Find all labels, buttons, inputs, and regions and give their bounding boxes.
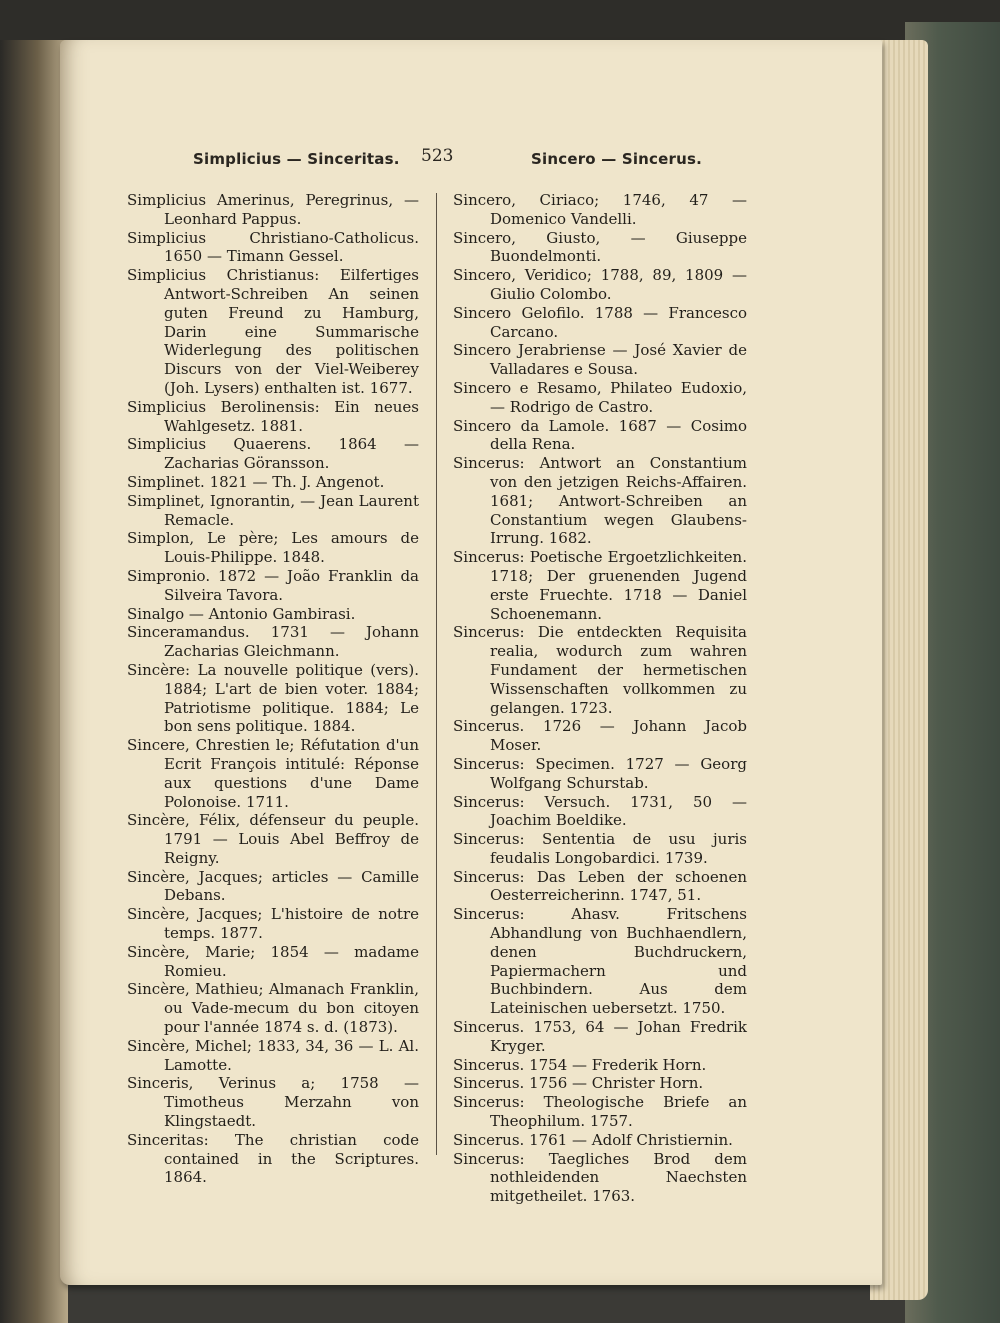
entry: Simplicius Amerinus, Peregrinus, — Leonhard Pappus. bbox=[127, 191, 419, 228]
entry: Sinceris, Verinus a; 1758 — Timotheus Merzahn von Klingstaedt. bbox=[127, 1074, 419, 1131]
running-header bbox=[0, 146, 1000, 174]
entry: Sincero, Giusto, — Giuseppe Buondelmonti. bbox=[453, 228, 747, 266]
header-left: Simplicius — Sinceritas. bbox=[193, 150, 400, 168]
entry: Simplicius Berolinensis: Ein neues Wahlgesetz. 1881. bbox=[127, 397, 419, 435]
entry: Simplicius Quaerens. 1864 — Zacharias Göransson. bbox=[127, 435, 419, 473]
book-top-edge bbox=[0, 0, 1000, 42]
entry: Sincero, Veridico; 1788, 89, 1809 — Giulio Colombo. bbox=[453, 266, 747, 303]
entry: Sinceramandus. 1731 — Johann Zacharias Gleichmann. bbox=[127, 623, 419, 661]
entry: Sincerus: Versuch. 1731, 50 — Joachim Boeldike. bbox=[453, 792, 747, 830]
entry: Sincère, Marie; 1854 — madame Romieu. bbox=[127, 942, 419, 980]
entry: Sincerus. 1726 — Johann Jacob Moser. bbox=[453, 717, 747, 755]
entry: Sincère: La nouvelle politique (vers). 1884; L'art de bien voter. 1884; Patriotisme politique. 1884; Le bon sens politique. 1884. bbox=[127, 660, 419, 736]
entry: Sincero da Lamole. 1687 — Cosimo della Rena. bbox=[453, 416, 747, 454]
column-divider bbox=[436, 193, 437, 1155]
entry: Sincerus: Poetische Ergoetzlichkeiten. 1718; Der gruenenden Jugend erste Fruechte. 1718 — Daniel Schoenemann. bbox=[453, 548, 747, 623]
entry: Simplon, Le père; Les amours de Louis-Philippe. 1848. bbox=[127, 529, 419, 567]
entry: Sincerus: Theologische Briefe an Theophilum. 1757. bbox=[453, 1093, 747, 1131]
entry: Sincère, Jacques; L'histoire de notre temps. 1877. bbox=[127, 905, 419, 943]
entry: Sincerus. 1761 — Adolf Christiernin. bbox=[453, 1130, 733, 1149]
entry: Simplinet, Ignorantin, — Jean Laurent Remacle. bbox=[127, 491, 419, 529]
entry: Sinalgo — Antonio Gambirasi. bbox=[127, 604, 356, 623]
entry: Sincère, Jacques; articles — Camille Debans. bbox=[127, 867, 419, 905]
entry: Sincerus. 1756 — Christer Horn. bbox=[453, 1074, 704, 1093]
entry: Sincerus: Antwort an Constantium von den jetzigen Reichs-Affairen. 1681; Antwort-Schreiben an Constantium wegen Glaubens-Irrung. 1682. bbox=[453, 454, 747, 548]
page-number: 523 bbox=[421, 146, 454, 166]
entry: Sincero, Ciriaco; 1746, 47 — Domenico Vandelli. bbox=[453, 191, 747, 228]
header-right: Sincero — Sincerus. bbox=[531, 150, 703, 168]
facing-page-gutter bbox=[0, 40, 68, 1323]
entry: Sincère, Mathieu; Almanach Franklin, ou Vade-mecum du bon citoyen pour l'année 1874 s. d. (1873). bbox=[127, 980, 419, 1037]
entry: Sincerus. 1753, 64 — Johan Fredrik Kryger. bbox=[453, 1018, 747, 1055]
entry: Sincere, Chrestien le; Réfutation d'un Ecrit François intitulé: Réponse aux questions d'une Dame Polonoise. 1711. bbox=[127, 736, 419, 811]
entry: Sincero Jerabriense — José Xavier de Valladares e Sousa. bbox=[453, 341, 747, 379]
entry: Sincerus: Ahasv. Fritschens Abhandlung von Buchhaendlern, denen Buchdruckern, Papiermachern und Buchbindern. Aus dem Lateinischen uebersetzt. 1750. bbox=[453, 905, 747, 1018]
entry: Sincero e Resamo, Philateo Eudoxio, — Rodrigo de Castro. bbox=[453, 378, 747, 416]
entry: Simplinet. 1821 — Th. J. Angenot. bbox=[127, 472, 385, 491]
entry: Sincerus: Die entdeckten Requisita realia, wodurch zum wahren Fundament der hermetischen Wissenschaften vollkommen zu gelangen. 1723. bbox=[453, 623, 747, 717]
entry: Simplicius Christianus: Eilfertiges Antwort-Schreiben An seinen guten Freund zu Hamburg, Darin eine Summarische Widerlegung des politischen Discurs von der Viel-Weiberey (Joh. Lysers) enthalten ist. 1677. bbox=[127, 266, 419, 397]
entry: Sincerus. 1754 — Frederik Horn. bbox=[453, 1055, 707, 1074]
entry: Sincerus: Das Leben der schoenen Oesterreicherinn. 1747, 51. bbox=[453, 867, 747, 905]
entry: Sincère, Félix, défenseur du peuple. 1791 — Louis Abel Beffroy de Reigny. bbox=[127, 811, 419, 867]
left-column bbox=[127, 191, 419, 1187]
entry: Sincère, Michel; 1833, 34, 36 — L. Al. Lamotte. bbox=[127, 1036, 419, 1074]
entry: Sincerus: Sententia de usu juris feudalis Longobardici. 1739. bbox=[453, 830, 747, 867]
entry: Simplicius Christiano-Catholicus. 1650 — Timann Gessel. bbox=[127, 228, 419, 266]
entry: Sincerus: Specimen. 1727 — Georg Wolfgang Schurstab. bbox=[453, 754, 747, 792]
right-column bbox=[453, 191, 747, 1206]
entry: Sinceritas: The christian code contained in the Scriptures. 1864. bbox=[127, 1130, 419, 1187]
entry: Sincero Gelofilo. 1788 — Francesco Carcano. bbox=[453, 303, 747, 341]
entry: Simpronio. 1872 — João Franklin da Silveira Tavora. bbox=[127, 566, 419, 604]
entry: Sincerus: Taegliches Brod dem nothleidenden Naechsten mitgetheilet. 1763. bbox=[453, 1149, 747, 1206]
